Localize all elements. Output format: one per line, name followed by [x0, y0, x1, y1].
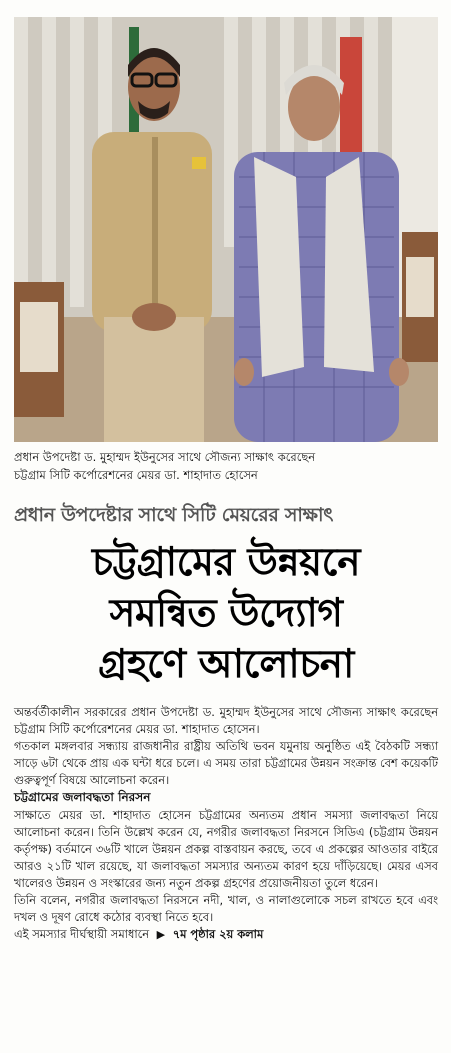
paragraph-5 — [14, 926, 438, 943]
headline-line-3: গ্রহণে আলোচনা — [98, 642, 354, 687]
main-headline — [14, 537, 438, 690]
paragraph-4: তিনি বলেন, নগরীর জলাবদ্ধতা নিরসনে নদী, খাল, ও নালাগুলোকে সচল রাখতে হবে এবং দখল ও দূষণ রোধে কঠোর ব্যবস্থা নিতে হবে। — [14, 893, 438, 925]
news-photo — [14, 17, 438, 442]
paragraph-1: অন্তর্বর্তীকালীন সরকারের প্রধান উপদেষ্টা ড. মুহাম্মদ ইউনুসের সাথে সৌজন্য সাক্ষাৎ করেছেন চট্টগ্রাম সিটি কর্পোরেশনের মেয়র ডা. শাহাদাত হোসেন। — [14, 705, 438, 737]
paragraph-3: সাক্ষাতে মেয়র ডা. শাহাদাত হোসেন চট্টগ্রামের অন্যতম প্রধান সমস্যা জলাবদ্ধতা নিয়ে আলোচনা করেন। তিনি উল্লেখ করেন যে, নগরীর জলাবদ্ধতা নিরসনে সিডিএ (চট্টগ্রাম উন্নয়ন কর্তৃপক্ষ) বর্তমানে ৩৬টি খালে উন্নয়ন প্রকল্প বাস্তবায়ন করছে, তবে এ প্রকল্পের আওতার বাইরে আরও ২১টি খাল রয়েছে, যা জলাবদ্ধতা সমস্যার অন্যতম কারণ হয়ে দাঁড়িয়েছে। মেয়র এসব খালেরও উন্নয়ন ও সংস্কারের জন্য নতুন প্রকল্প গ্রহণের প্রয়োজনীয়তা তুলে ধরেন। — [14, 807, 438, 890]
headline-line-1: চট্টগ্রামের উন্নয়নে — [91, 540, 361, 585]
kicker-headline: প্রধান উপদেষ্টার সাথে সিটি মেয়রের সাক্ষাৎ — [14, 504, 334, 526]
headline-line-2: সমন্বিত উদ্যোগ — [109, 591, 343, 636]
photo-caption — [14, 448, 438, 484]
caption-line-2: চট্টগ্রাম সিটি কর্পোরেশনের মেয়র ডা. শাহাদাত হোসেন — [14, 468, 258, 482]
subhead: চট্টগ্রামের জলাবদ্ধতা নিরসন — [14, 790, 151, 805]
paragraph-2: গতকাল মঙ্গলবার সন্ধ্যায় রাজধানীর রাষ্ট্রীয় অতিথি ভবন যমুনায় অনুষ্ঠিত এই বৈঠকটি সন্ধ্যা সাড়ে ৬টা থেকে প্রায় এক ঘন্টা ধরে চলে। এ সময় তারা চট্টগ্রামের উন্নয়ন সংক্রান্ত বেশ কয়েকটি গুরুত্বপূর্ণ বিষয়ে আলোচনা করেন। — [14, 739, 438, 788]
paragraph-5-text: এই সমস্যার দীর্ঘস্থায়ী সমাধানে — [14, 927, 150, 942]
continued-note: ৭ম পৃষ্ঠার ২য় কলাম — [172, 927, 264, 942]
continued-arrow-icon: ▶ — [156, 928, 166, 942]
caption-line-1: প্রধান উপদেষ্টা ড. মুহাম্মদ ইউনুসের সাথে সৌজন্য সাক্ষাৎ করেছেন — [14, 450, 316, 464]
photo-two-men-standing-icon — [14, 17, 438, 442]
article-body — [14, 704, 438, 943]
